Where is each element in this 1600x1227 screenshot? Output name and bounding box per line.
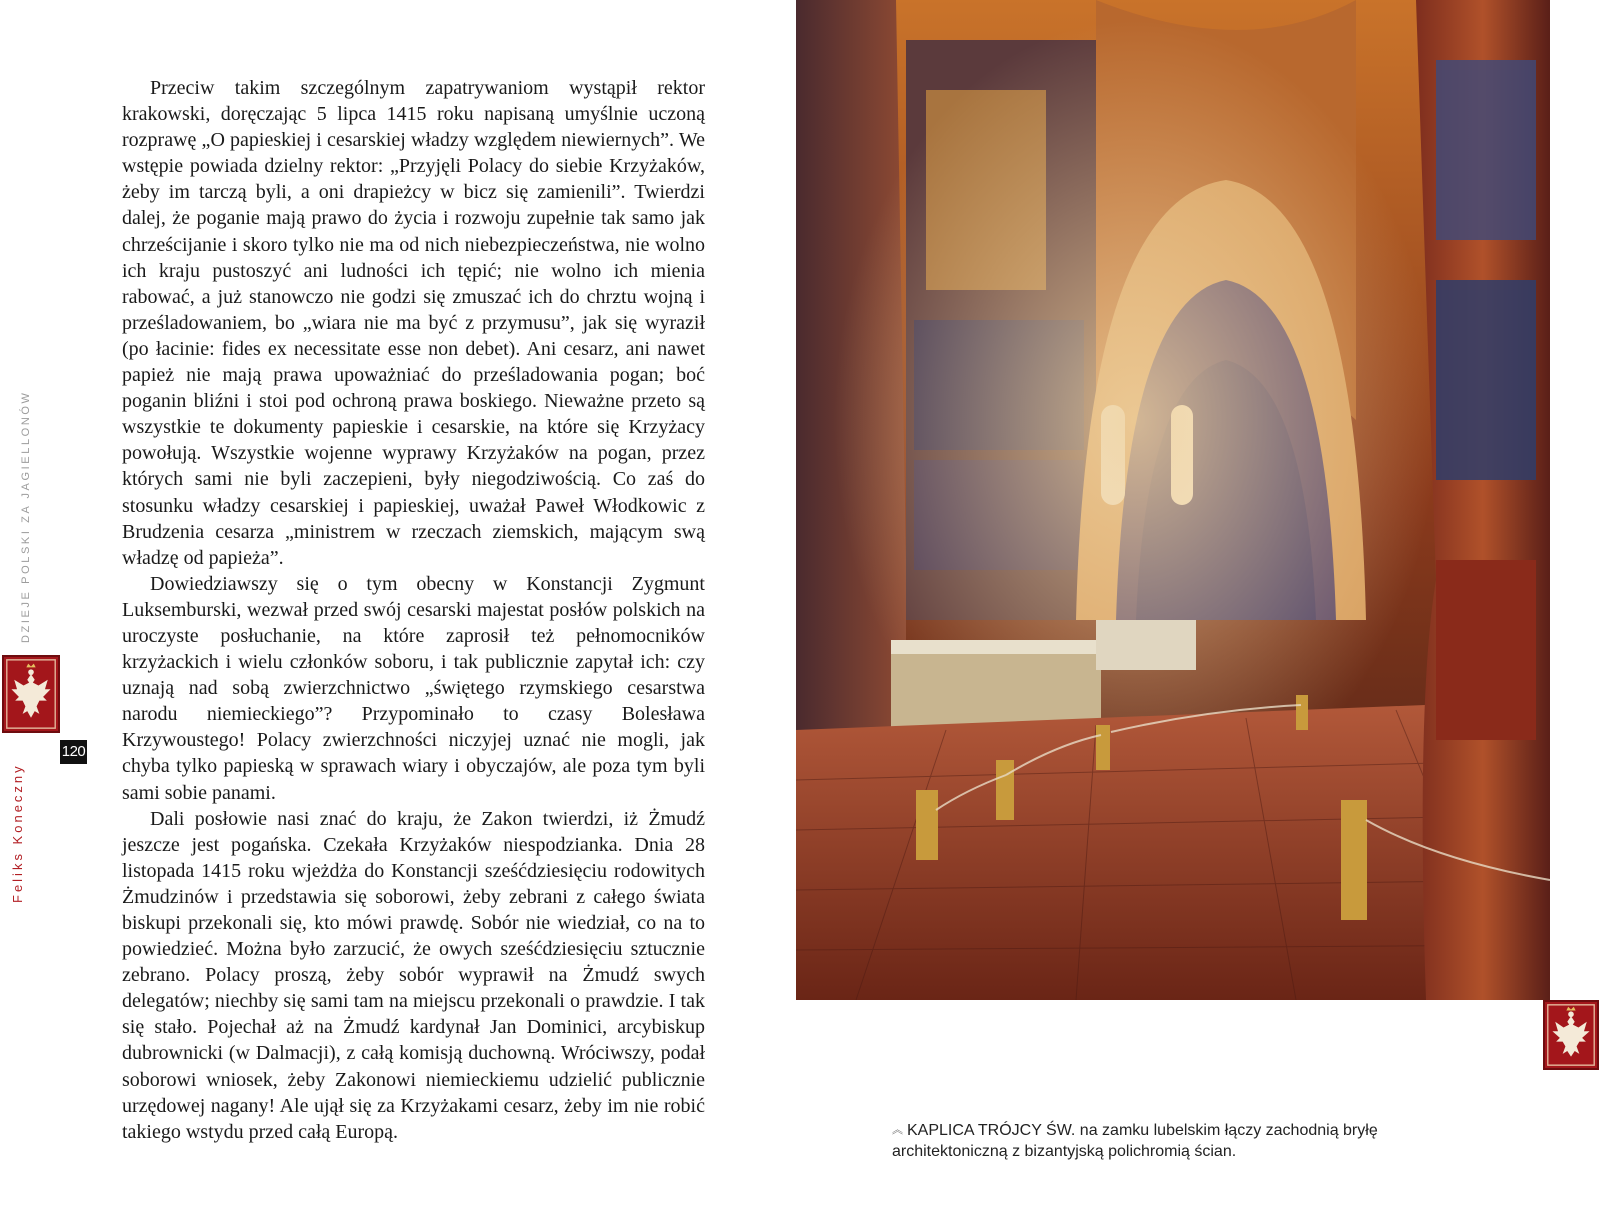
caption-text: KAPLICA TRÓJCY ŚW. na zamku lubelskim łączy zachodnią bryłę architektoniczną z bizantyjską polichromią ścian. xyxy=(892,1122,1378,1160)
running-head-book-title: DZIEJE POLSKI ZA JAGIELLONÓW xyxy=(20,390,32,643)
paragraph: Dowiedziawszy się o tym obecny w Konstancji Zygmunt Luksemburski, wezwał przed swój cesarski majestat posłów polskich na uroczyste posłuchanie, na które zaprosił też pełnomocników krzyżackich i wielu członków soboru, i tak publicznie zapytał ich: czy uznają nad sobą zwierzchnictwo „świętego rzymskiego cesarstwa narodu niemieckiego”? Przypominało to czasy Bolesława Krzywoustego! Polacy zwierzchności niczyjej uznać nie mogli, jak chyba tylko papieską w sprawach wiary i obyczajów, ale poza tym byli sami sobie panami. xyxy=(122,572,705,804)
paragraph: Przeciw takim szczególnym zapatrywaniom wystąpił rektor krakowski, doręczając 5 lipca 1415 roku napisaną umyślnie uczoną rozprawę „O papieskiej i cesarskiej władzy względem niewiernych”. We wstępie powiada dzielny rektor: „Przyjęli Polacy do siebie Krzyżaków, żeby im tarczą byli, a oni drapieżcy w bicz się zamienili”. Twierdzi dalej, że poganie mają prawo do życia i rozwoju zupełnie tak samo jak chrześcijanie i skoro tylko nie ma od nich niebezpieczeństwa, nie wolno ich kraju pustoszyć ani ludności ich tępić; nie wolno ich mienia rabować, a już stanowczo nie godzi się zmuszać ich do chrztu wojną i prześladowaniem, bo „wiara nie ma być z przymusu”, jak się wyraził (po łacinie: fides ex necessitate esse non debet). Ani cesarz, ani nawet papież nie mają prawa upoważniać do prześladowania pogan; boć poganin bliźni i stoi pod ochroną prawa boskiego. Nieważne przeto są wszystkie te dokumenty papieskie i cesarskie, na które się Krzyżacy powołują. Wszystkie wojenne wyprawy Krzyżaków na pogan, przez których sami nie byli zaczepieni, były niegodziwością. Co zaś do stosunku władzy cesarskiej i papieskiej, uważał Paweł Włodkowic z Brudzenia cesarza „ministrem w rzeczach ziemskich, mającym swą władzę od papieża”. xyxy=(122,77,705,569)
white-eagle-emblem-icon xyxy=(2,655,60,733)
body-text xyxy=(122,75,705,1145)
double-chevron-up-icon: ︽ xyxy=(892,1124,903,1136)
running-head-author: Feliks Koneczny xyxy=(10,763,25,903)
page-number: 120 xyxy=(60,740,87,764)
chapel-interior-photo xyxy=(796,0,1550,1000)
photo-caption xyxy=(892,1120,1412,1162)
paragraph: Dali posłowie nasi znać do kraju, że Zakon twierdzi, iż Żmudź jeszcze jest pogańska. Czekała Krzyżaków niespodzianka. Dnia 28 listopada 1415 roku wjeżdża do Konstancji sześćdziesięciu rodowitych Żmudzinów i przedstawia się soborowi, żeby zebrani z całego świata biskupi przekonali się, kto mówi prawdę. Sobór nie wiedział, co na to powiedzieć. Można było zarzucić, że owych sześćdziesięciu sztucznie zebrano. Polacy proszą, żeby sobór wyprawił na Żmudź swych delegatów; niechby się sami tam na miejscu przekonali o prawdzie. I tak się stało. Pojechał aż na Żmudź kardynał Jan Dominici, arcybiskup dubrownicki (w Dalmacji), z całą komisją duchowną. Wróciwszy, podał soborowi wniosek, żeby Zakonowi niemieckiemu udzielić publicznie urzędowej nagany! Ale ujął się za Krzyżakami cesarz, żeby im nie robić takiego wstydu przed całą Europą. xyxy=(122,807,705,1143)
white-eagle-emblem-icon xyxy=(1543,1000,1599,1070)
